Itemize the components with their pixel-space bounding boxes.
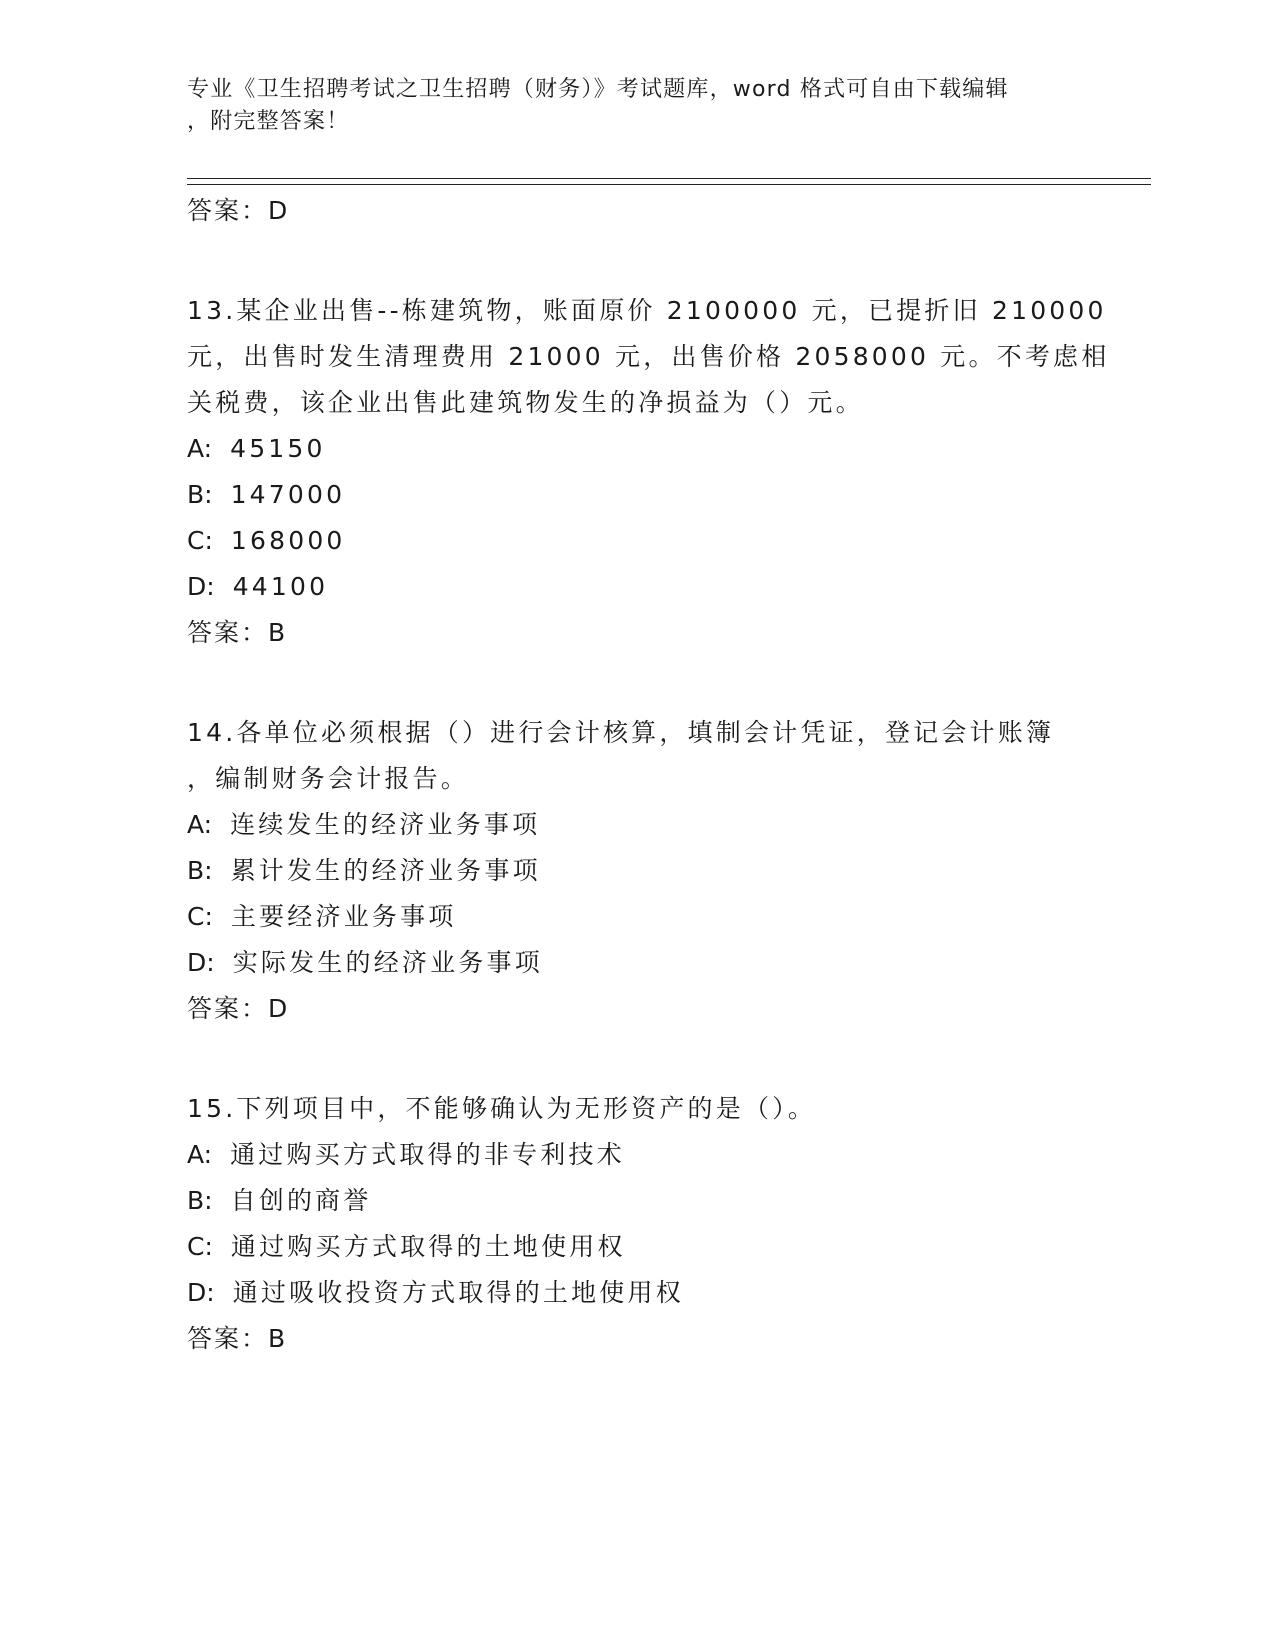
- option-text: 168000: [230, 526, 346, 555]
- option-c: [187, 1224, 1087, 1270]
- option-key: A:: [187, 1140, 213, 1169]
- option-a: [187, 802, 1087, 848]
- option-text: 累计发生的经济业务事项: [230, 856, 541, 885]
- option-d: [187, 564, 1087, 610]
- question-14: [187, 710, 1087, 1032]
- option-d: [187, 940, 1087, 986]
- answer-value: D: [268, 994, 289, 1023]
- header-line-2: ，附完整答案！: [187, 109, 350, 134]
- question-13: [187, 288, 1110, 656]
- question-15: [187, 1086, 1087, 1362]
- answer-label: 答案：: [187, 196, 269, 225]
- answer: [187, 986, 1087, 1032]
- option-text: 通过购买方式取得的土地使用权: [230, 1232, 626, 1261]
- answer-value: B: [268, 1324, 287, 1353]
- option-text: 44100: [232, 572, 329, 601]
- option-d: [187, 1270, 1087, 1316]
- option-text: 通过购买方式取得的非专利技术: [230, 1140, 625, 1169]
- option-key: B:: [187, 480, 213, 509]
- option-key: B:: [187, 1186, 213, 1215]
- option-b: [187, 472, 1087, 518]
- answer-label: 答案：: [187, 618, 269, 647]
- answer-value: D: [268, 196, 289, 225]
- document-body: [187, 188, 1110, 1362]
- option-a: [187, 1132, 1087, 1178]
- option-text: 连续发生的经济业务事项: [230, 810, 541, 839]
- option-text: 45150: [230, 434, 326, 463]
- option-c: [187, 518, 1087, 564]
- header-line-1: 专业《卫生招聘考试之卫生招聘（财务）》考试题库，word 格式可自由下载编辑: [187, 77, 1009, 102]
- question-text-line: 13.某企业出售--栋建筑物，账面原价 2100000 元，已提折旧 210000: [187, 296, 1107, 325]
- option-key: D:: [187, 572, 215, 601]
- previous-answer: [187, 188, 1087, 234]
- option-key: D:: [187, 948, 215, 977]
- question-text-line: 14.各单位必须根据（）进行会计核算，填制会计凭证，登记会计账簿: [187, 718, 1055, 747]
- answer: [187, 610, 1087, 656]
- option-key: D:: [187, 1278, 215, 1307]
- option-text: 147000: [230, 480, 346, 509]
- option-text: 主要经济业务事项: [230, 902, 457, 931]
- option-key: B:: [187, 856, 213, 885]
- option-b: [187, 1178, 1087, 1224]
- option-key: C:: [187, 902, 213, 931]
- option-b: [187, 848, 1087, 894]
- option-text: 自创的商誉: [230, 1186, 372, 1215]
- option-c: [187, 894, 1087, 940]
- question-text-line: ，编制财务会计报告。: [187, 764, 470, 793]
- option-key: C:: [187, 1232, 213, 1261]
- page-header: [187, 74, 1087, 138]
- question-text-line: 元，出售时发生清理费用 21000 元，出售价格 2058000 元。不考虑相: [187, 342, 1110, 371]
- question-text-line: 15.下列项目中，不能够确认为无形资产的是（）。: [187, 1094, 817, 1123]
- question-text-line: 关税费，该企业出售此建筑物发生的净损益为（）元。: [187, 388, 864, 417]
- option-key: A:: [187, 810, 213, 839]
- option-key: A:: [187, 434, 213, 463]
- header-double-rule: [187, 178, 1151, 185]
- answer-label: 答案：: [187, 1324, 269, 1353]
- answer-label: 答案：: [187, 994, 269, 1023]
- option-a: [187, 426, 1087, 472]
- option-key: C:: [187, 526, 213, 555]
- option-text: 通过吸收投资方式取得的土地使用权: [232, 1278, 684, 1307]
- answer-value: B: [268, 618, 287, 647]
- option-text: 实际发生的经济业务事项: [232, 948, 543, 977]
- answer: [187, 1316, 1087, 1362]
